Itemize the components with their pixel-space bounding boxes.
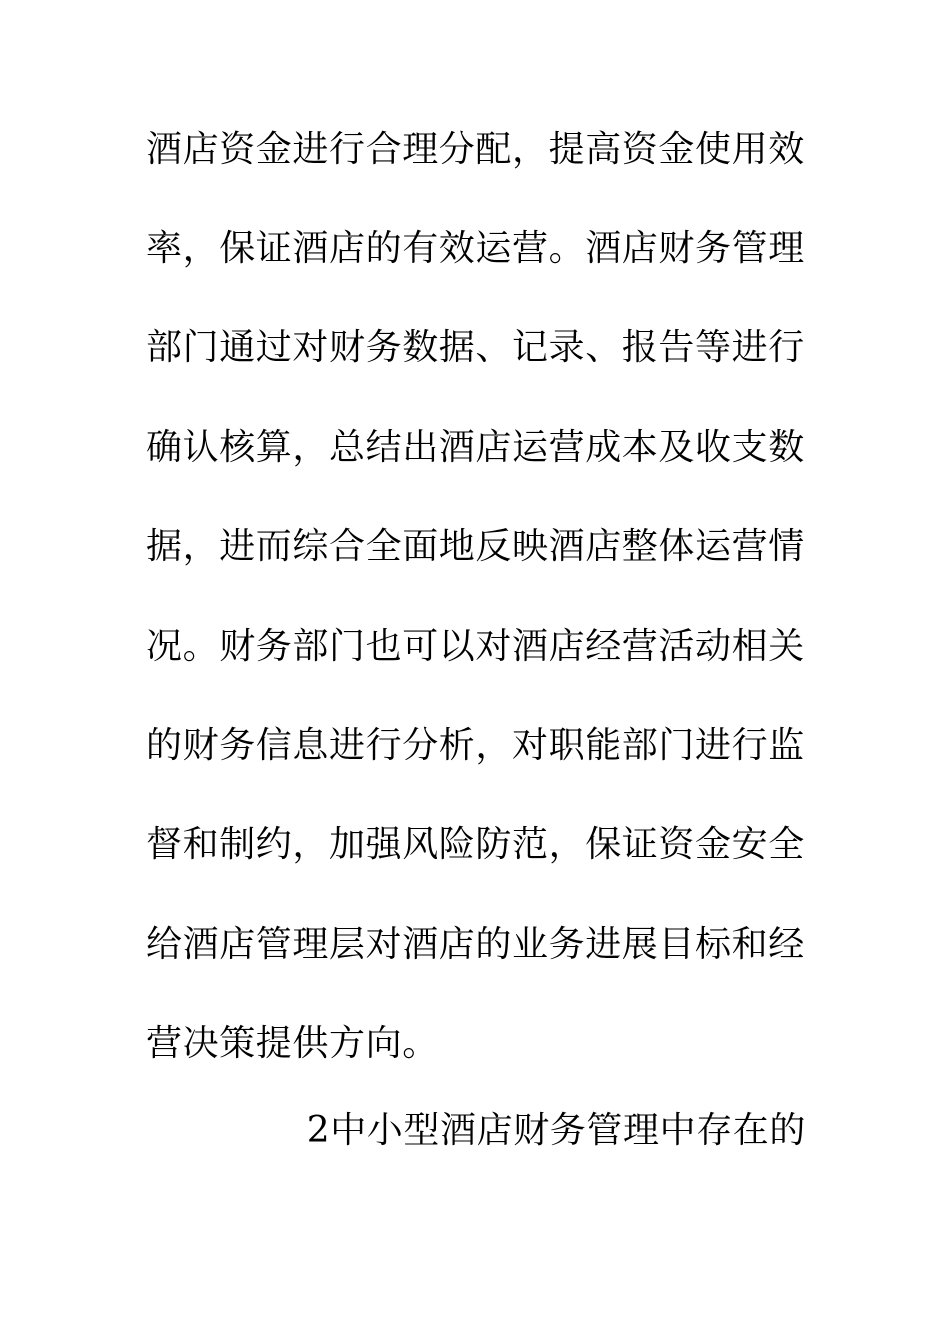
paragraph-line-2: 率，保证酒店的有效运营。酒店财务管理 — [146, 228, 805, 269]
section-heading: 2中小型酒店财务管理中存在的 — [306, 1110, 806, 1151]
paragraph-line-9: 给酒店管理层对酒店的业务进展目标和经 — [146, 924, 805, 965]
paragraph-line-3: 部门通过对财务数据、记录、报告等进行 — [146, 327, 805, 368]
paragraph-line-6: 况。财务部门也可以对酒店经营活动相关 — [146, 626, 805, 667]
paragraph-line-4: 确认核算，总结出酒店运营成本及收支数 — [146, 427, 805, 468]
paragraph-line-8: 督和制约，加强风险防范，保证资金安全 — [146, 824, 805, 865]
paragraph-line-10: 营决策提供方向。 — [146, 1023, 439, 1064]
paragraph-line-7: 的财务信息进行分析，对职能部门进行监 — [146, 725, 805, 766]
paragraph-line-5: 据，进而综合全面地反映酒店整体运营情 — [146, 526, 805, 567]
paragraph-line-1: 酒店资金进行合理分配，提高资金使用效 — [146, 129, 805, 170]
